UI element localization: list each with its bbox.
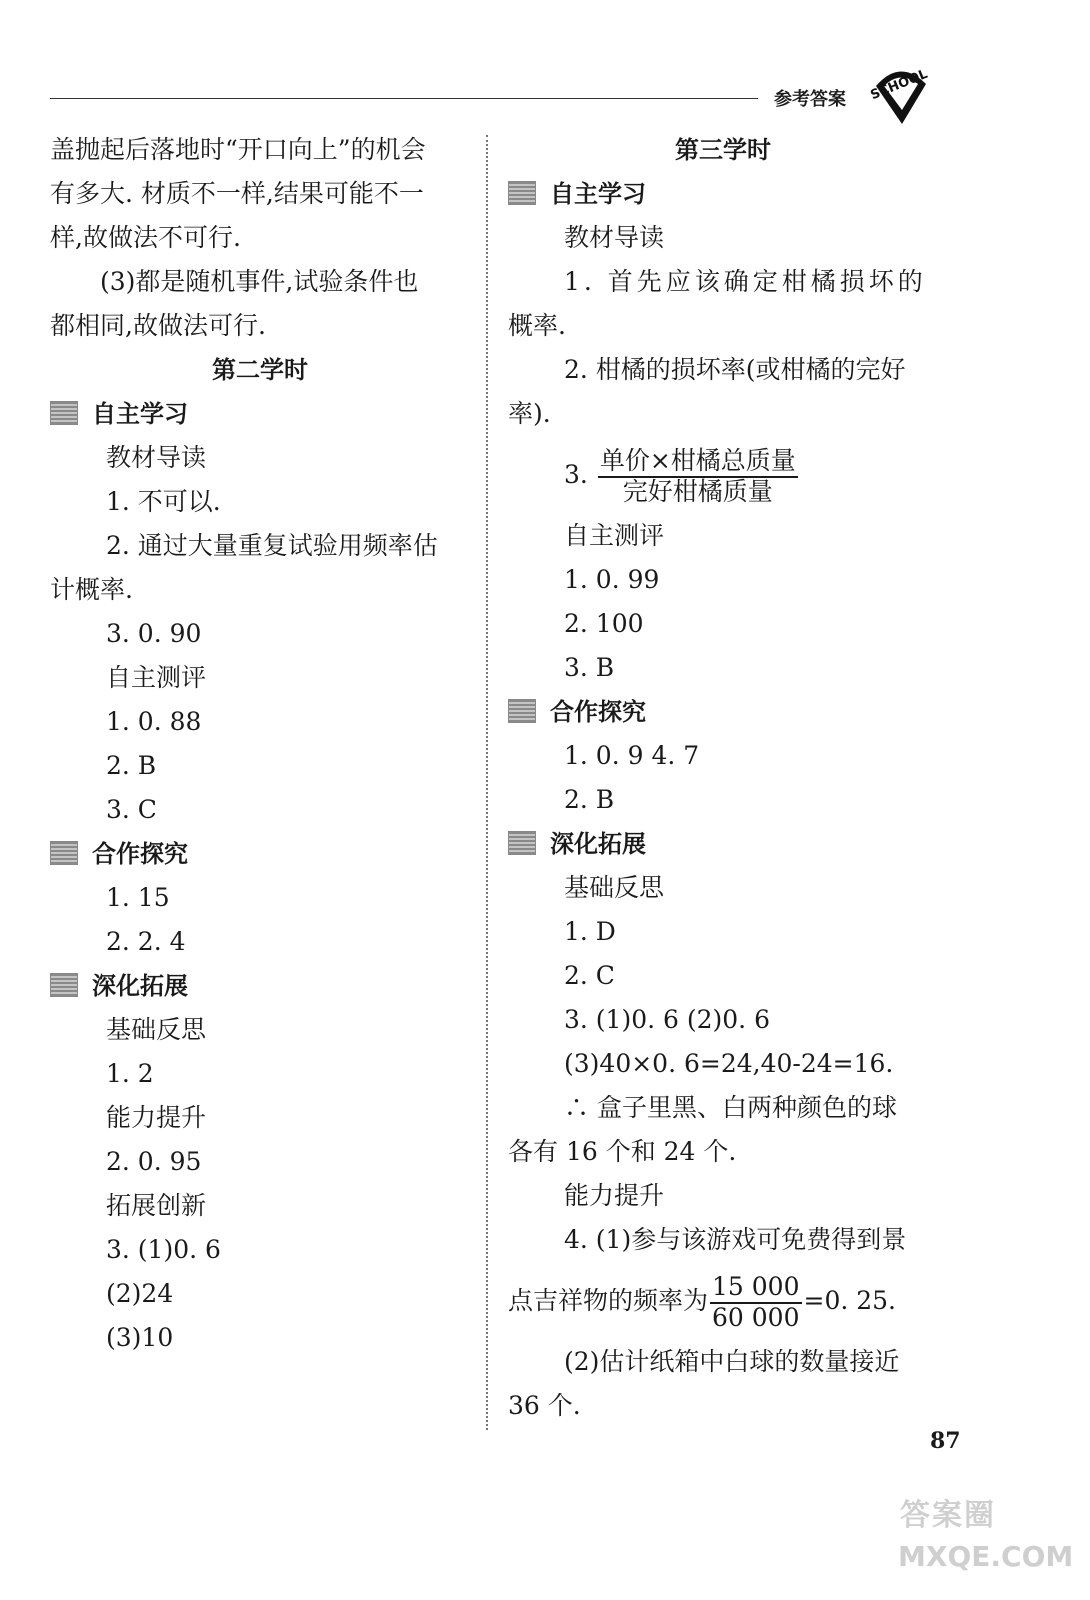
- fraction-denominator: 60 000: [712, 1302, 800, 1332]
- section-bar-icon: [508, 831, 536, 855]
- watermark-logo: 答案圈: [900, 1498, 996, 1533]
- section-bar-icon: [50, 401, 78, 425]
- left-intro-5: 都相同,故做法可行.: [50, 311, 266, 340]
- fraction-denominator: 完好柑橘质量: [622, 476, 773, 506]
- lesson-2-heading: 第二学时: [212, 356, 308, 384]
- right-nl4d: 36 个.: [508, 1391, 581, 1420]
- school-logo-icon: [862, 62, 938, 128]
- left-jc1: 1. 不可以.: [106, 487, 221, 516]
- lesson-3-heading: 第三学时: [675, 136, 771, 164]
- section-bar-icon: [50, 973, 78, 997]
- left-section-zizhu: 自主学习: [50, 392, 470, 436]
- right-jc-1: 1. D: [564, 917, 616, 946]
- watermark-url: MXQE.COM: [898, 1540, 1074, 1573]
- left-jichu: 基础反思: [106, 1015, 207, 1044]
- right-nl4b-suffix: =0. 25.: [803, 1286, 897, 1315]
- right-nl4a: 4. (1)参与该游戏可免费得到景: [564, 1225, 907, 1254]
- right-nl4b-prefix: 点吉祥物的频率为: [508, 1286, 709, 1315]
- left-intro-1: 盖抛起后落地时“开口向上”的机会: [50, 135, 426, 164]
- left-cp1: 1. 0. 88: [106, 707, 202, 736]
- column-divider: [486, 135, 488, 1430]
- left-intro-3: 样,故做法不可行.: [50, 223, 241, 252]
- left-tz3c: (3)10: [106, 1323, 174, 1352]
- header-rule: [50, 98, 758, 99]
- right-jiaocai: 教材导读: [564, 223, 665, 252]
- left-ceping: 自主测评: [106, 663, 207, 692]
- right-jc-3b: (3)40×0. 6=24,40-24=16.: [564, 1049, 894, 1078]
- right-nengli: 能力提升: [564, 1181, 665, 1210]
- section-bar-icon: [508, 181, 536, 205]
- right-jc-3: 3. (1)0. 6 (2)0. 6: [564, 1005, 770, 1034]
- right-jichu: 基础反思: [564, 873, 665, 902]
- left-tuozhan: 拓展创新: [106, 1191, 207, 1220]
- header-title: 参考答案: [774, 89, 846, 110]
- left-nl2: 2. 0. 95: [106, 1147, 202, 1176]
- right-section-shenhua: 深化拓展: [508, 822, 938, 866]
- formula-fraction: [598, 447, 798, 507]
- section-bar-icon: [508, 699, 536, 723]
- right-jc1b: 概率.: [508, 311, 566, 340]
- left-jiaocai: 教材导读: [106, 443, 207, 472]
- left-jc-1: 1. 2: [106, 1059, 154, 1088]
- page-number: 87: [930, 1428, 961, 1454]
- left-intro-2: 有多大. 材质不一样,结果可能不一: [50, 179, 424, 208]
- right-jc3: [508, 436, 938, 514]
- right-jc-3d: 各有 16 个和 24 个.: [508, 1137, 737, 1166]
- left-jc2b: 计概率.: [50, 575, 133, 604]
- left-jc3: 3. 0. 90: [106, 619, 202, 648]
- probability-fraction: [710, 1273, 801, 1333]
- left-section-shenhua: 深化拓展: [50, 964, 470, 1008]
- left-cp2: 2. B: [106, 751, 157, 780]
- left-tz3b: (2)24: [106, 1279, 174, 1308]
- right-column: [508, 128, 938, 1428]
- left-hz2: 2. 2. 4: [106, 927, 186, 956]
- left-jc2a: 2. 通过大量重复试验用频率估: [106, 531, 438, 560]
- right-hz2: 2. B: [564, 785, 615, 814]
- section-bar-icon: [50, 841, 78, 865]
- left-tz3: 3. (1)0. 6: [106, 1235, 221, 1264]
- right-ceping: 自主测评: [564, 521, 665, 550]
- right-jc2a: 2. 柑橘的损坏率(或柑橘的完好: [564, 355, 906, 384]
- right-cp3: 3. B: [564, 653, 615, 682]
- right-jc1a: 1. 首先应该确定柑橘损坏的: [564, 267, 927, 296]
- right-jc-3c: ∴ 盒子里黑、白两种颜色的球: [564, 1093, 897, 1122]
- right-cp2: 2. 100: [564, 609, 644, 638]
- right-section-zizhu: 自主学习: [508, 172, 938, 216]
- right-jc-2: 2. C: [564, 961, 615, 990]
- logo-text: SCHOOL: [868, 66, 930, 104]
- left-intro-4: (3)都是随机事件,试验条件也: [100, 267, 419, 296]
- right-jc3-prefix: 3.: [564, 460, 588, 489]
- fraction-numerator: 15 000: [710, 1273, 801, 1304]
- left-section-hezuo: 合作探究: [50, 832, 470, 876]
- right-jc2b: 率).: [508, 399, 551, 428]
- right-nl4c: (2)估计纸箱中白球的数量接近: [564, 1347, 900, 1376]
- right-hz1: 1. 0. 9 4. 7: [564, 741, 700, 770]
- left-cp3: 3. C: [106, 795, 157, 824]
- right-cp1: 1. 0. 99: [564, 565, 660, 594]
- left-column: [50, 128, 470, 1360]
- fraction-numerator: 单价×柑橘总质量: [598, 447, 798, 478]
- left-nengli: 能力提升: [106, 1103, 207, 1132]
- right-nl4b: [508, 1262, 938, 1340]
- right-section-hezuo: 合作探究: [508, 690, 938, 734]
- left-hz1: 1. 15: [106, 883, 170, 912]
